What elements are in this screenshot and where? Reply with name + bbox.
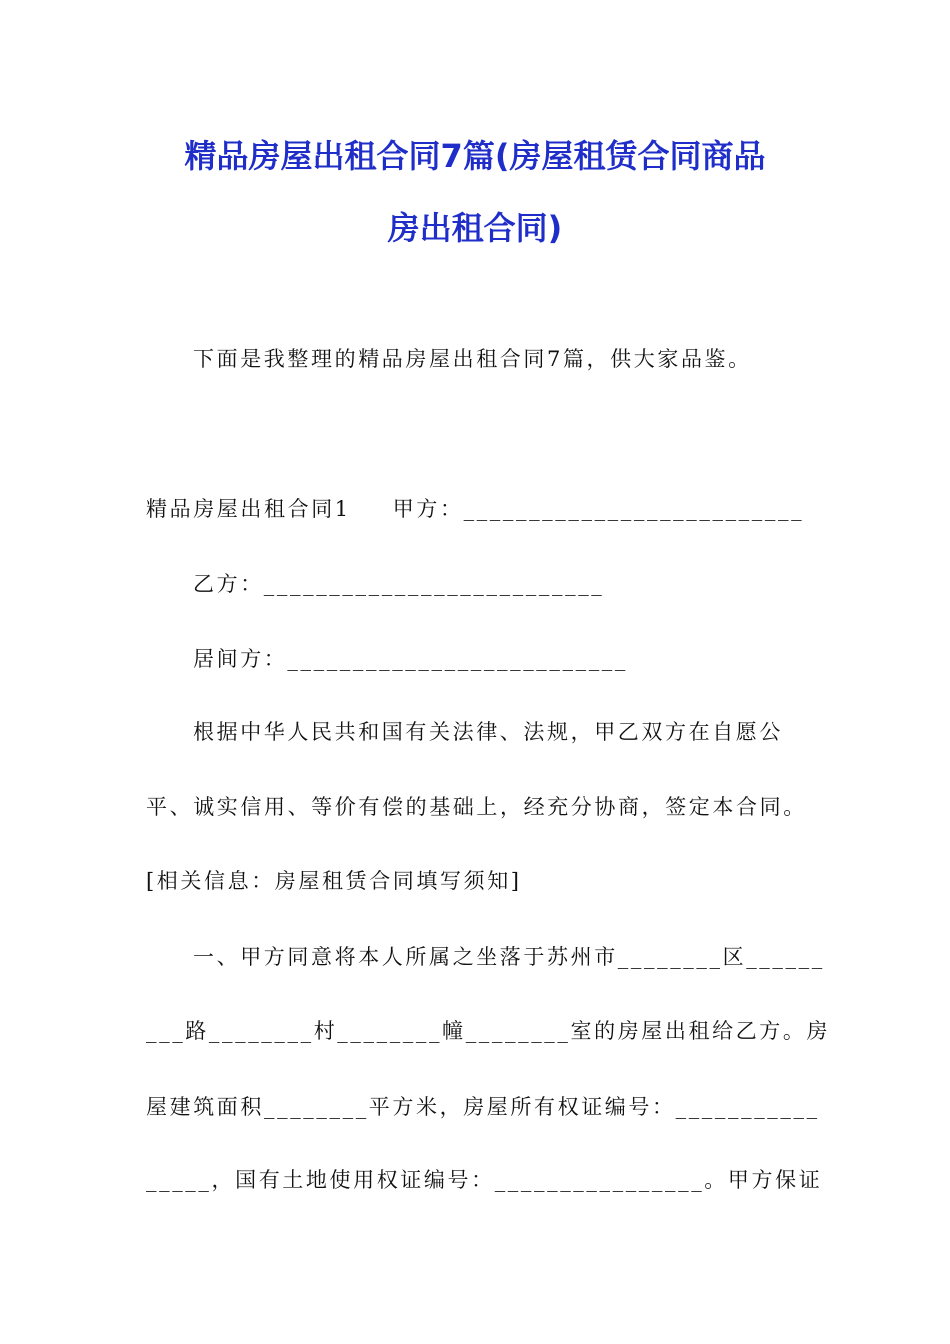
intro-paragraph: 下面是我整理的精品房屋出租合同7篇，供大家品鉴。 — [193, 347, 752, 371]
contract-heading: 精品房屋出租合同1 — [146, 497, 351, 521]
clause-1-line-3: 屋建筑面积________平方米，房屋所有权证编号：___________ — [146, 1095, 820, 1119]
clause-1-line-4: _____，国有土地使用权证编号：________________。甲方保证 — [146, 1168, 823, 1192]
clause-1-line-2: ___路________村________幢________室的房屋出租给乙方。房 — [146, 1019, 831, 1043]
document-title-line-1: 精品房屋出租合同7篇(房屋租赁合同商品 — [184, 137, 766, 175]
intermediary-field: 居间方：__________________________ — [193, 647, 628, 671]
party-a-field: 甲方：__________________________ — [392, 497, 805, 521]
paragraph-1-line-2: 平、诚实信用、等价有偿的基础上，经充分协商，签定本合同。 — [146, 795, 807, 819]
contract-heading-row — [146, 494, 804, 524]
related-info-note: [相关信息：房屋租赁合同填写须知] — [146, 869, 522, 893]
clause-1-line-1: 一、甲方同意将本人所属之坐落于苏州市________区______ — [193, 945, 825, 969]
document-title-line-2: 房出租合同) — [387, 209, 563, 247]
paragraph-1-line-1: 根据中华人民共和国有关法律、法规，甲乙双方在自愿公 — [193, 720, 783, 744]
party-b-field: 乙方：__________________________ — [193, 572, 605, 596]
